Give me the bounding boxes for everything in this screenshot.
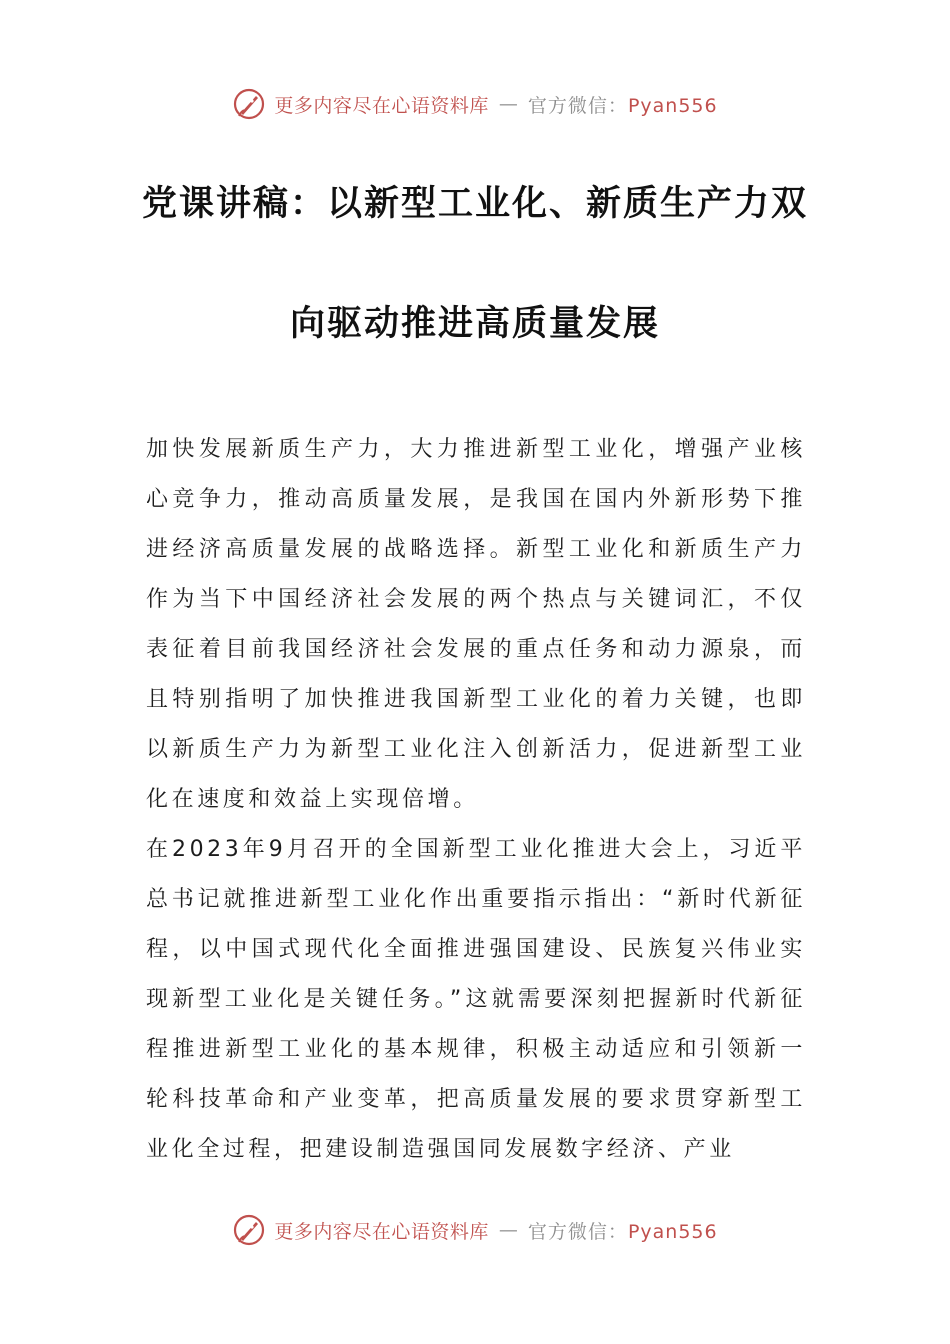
document-title-line-1: 党课讲稿：以新型工业化、新质生产力双 — [141, 183, 808, 224]
watermark-dash: — — [498, 93, 518, 115]
watermark-contact-label: 官方微信： — [527, 1220, 628, 1243]
watermark-contact — [528, 1217, 718, 1244]
watermark-text: 更多内容尽在心语资料库 — [274, 1220, 489, 1243]
watermark-contact — [528, 91, 718, 118]
quill-pen-logo-icon — [232, 87, 266, 121]
watermark-dash: — — [498, 1219, 518, 1241]
paragraph: 加快发展新质生产力，大力推进新型工业化，增强产业核心竞争力，推动高质量发展，是我国在国内外新形势下推进经济高质量发展的战略选择。新型工业化和新质生产力作为当下中国经济社会发展的两个热点与关键词汇，不仅表征着目前我国经济社会发展的重点任务和动力源泉，而且特别指明了加快推进我国新型工业化的着力关键，也即以新质生产力为新型工业化注入创新活力，促进新型工业化在速度和效益上实现倍增。 — [146, 437, 806, 812]
quill-pen-logo-icon — [232, 1213, 266, 1247]
watermark-contact-id: Pyan556 — [627, 1220, 718, 1243]
watermark-contact-label: 官方微信： — [527, 94, 628, 117]
paragraph: 在2023年9月召开的全国新型工业化推进大会上，习近平总书记就推进新型工业化作出重要指示指出：“新时代新征程，以中国式现代化全面推进强国建设、民族复兴伟业实现新型工业化是关键任务。”这就需要深刻把握新时代新征程推进新型工业化的基本规律，积极主动适应和引领新一轮科技革命和产业变革，把高质量发展的要求贯穿新型工业化全过程，把建设制造强国同发展数字经济、产业 — [146, 837, 806, 1162]
document-title-line-2: 向驱动推进高质量发展 — [289, 303, 660, 344]
footer-watermark — [0, 1208, 950, 1252]
watermark-contact-id: Pyan556 — [627, 94, 718, 117]
header-watermark — [0, 82, 950, 126]
document-body — [146, 425, 806, 1175]
watermark-text: 更多内容尽在心语资料库 — [274, 94, 489, 117]
